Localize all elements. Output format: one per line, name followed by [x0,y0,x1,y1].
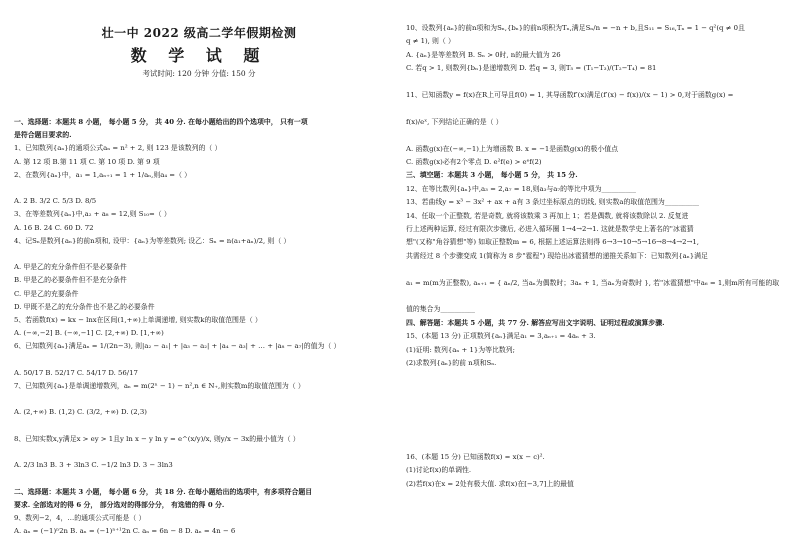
right-line: 14、任取一个正整数, 若是奇数, 就将该数乘 3 再加上 1；若是偶数, 就将该数除以 2. 反复进 [406,211,689,220]
right-line: A. 函数g(x)在(−∞,−1)上为增函数 B. x = −1是函数g(x)的极小值点 [406,144,619,153]
left-line: 5、若函数f(x) = kx − lnx在区间(1,+∞)上单调递增, 则实数k的取值范围是（ ） [14,316,262,324]
left-line: A. 2 B. 3/2 C. 5/3 D. 8/5 [14,197,97,206]
left-line: 3、在等差数列{aₙ}中,a₂ + a₈ = 12,则 S₁₀=（ ） [14,210,171,219]
left-line: 是符合题目要求的. [14,131,72,140]
right-line: 11、已知函数y = f(x)在R上可导且f(0) = 1, 其导函数f′(x)满足(f′(x) − f(x))/(x − 1) > 0,对于函数g(x) = [406,91,734,99]
left-line: 4、记Sₙ是数列{aₙ}的前n项和, 设甲：{aₙ}为等差数列; 设乙：Sₙ = n(a₁+aₙ)/2, 则（ ） [14,236,291,245]
right-line: C. 若q > 1, 则数列{bₙ}是递增数列 D. 若q = 3, 则T₅ = (T₁−T₃)/(T₂−T₄) = 81 [406,64,657,73]
right-line: (1)讨论f(x)的单调性. [406,466,472,475]
left-line: 8、已知实数x,y满足x > ey > 1且y ln x − y ln y = e^(x/y)/x, 则y/x − 3x的最小值为（ ） [14,434,300,443]
right-line: 16、(本题 15 分) 已知函数f(x) = x(x − c)². [406,452,545,461]
left-line: 6、已知数列{aₙ}满足aₙ = 1/(2n−3), 则|a₂ − a₁| + |a₃ − a₂| + |a₄ − a₃| + … + |a₈ − a₇|的值为（ ） [14,342,341,351]
right-line: 共需经过 8 个步骤变成 1(简称为 8 步"雹程") 现给出冰雹猜想的递推关系如下：已知数列{aₙ}满足 [406,251,708,260]
left-line: C. 甲是乙的充要条件 [14,289,79,298]
school-title: 壮一中 2022 级高二学年假期检测 [101,26,297,40]
right-line: A. {aₙ}是等差数列 B. Sₙ > 0时, n的最大值为 26 [406,50,561,59]
left-line: 要求. 全部选对的得 6 分， 部分选对的得部分分， 有选错的得 0 分. [14,500,225,509]
right-line: 想"(又称"角谷猜想"等) 如取正整数m = 6, 根据上述运算法则得 6→3→10→5→16→8→4→2→1, [406,238,699,247]
left-line: 二、选择题：本题共 3 小题， 每小题 6 分， 共 18 分. 在每小题给出的选项中，有多项符合题目 [14,487,313,496]
left-line: A. 甲是乙的充分条件但不是必要条件 [14,263,127,272]
left-line: 2、在数列{aₙ}中，a₁ = 1,aₙ₊₁ = 1 + 1/aₙ,则a₄ =（ ） [14,170,192,179]
right-column [400,0,794,560]
right-line: (2)求数列{aₙ}的前 n项和Sₙ. [406,359,497,367]
right-line: 行上述两种运算, 经过有限次步骤后, 必进入循环圈 1→4→2→1. 这就是数学史上著名的"冰雹猜 [406,225,694,233]
right-line: 三、填空题：本题共 3 小题， 每小题 5 分， 共 15 分. [406,171,578,180]
subject-title: 数 学 试 题 [130,46,268,65]
right-line: 15、(本题 13 分) 正项数列{aₙ}满足a₁ = 3,aₙ₊₁ = 4aₙ + 3. [406,332,596,341]
right-line: f(x)/eˣ, 下列结论正确的是（ ） [406,117,503,126]
exam-info: 考试时间: 120 分钟 分值: 150 分 [142,69,256,78]
left-line: A. aₙ = (−1)ⁿ2n B. aₙ = (−1)ⁿ⁺¹2n C. aₙ = 6n − 8 D. aₙ = 4n − 6 [14,527,236,536]
right-line: 值的集合为__________ [406,305,475,314]
left-line: A. 16 B. 24 C. 60 D. 72 [14,223,94,232]
left-line: D. 甲既不是乙的充分条件也不是乙的必要条件 [14,302,155,311]
right-line: 13、若曲线y = x³ − 3x² + ax + a有 3 条过坐标原点的切线, 则实数a的取值范围为__________ [406,198,700,207]
left-line: A. 50/17 B. 52/17 C. 54/17 D. 56/17 [14,368,138,377]
left-line: A. 2/3 ln3 B. 3 + 3ln3 C. −1/2 ln3 D. 3 − 3ln3 [14,461,173,470]
left-line: 1、已知数列{aₙ}的通项公式aₙ = n² + 2, 则 123 是该数列的（ ） [14,144,222,153]
right-line: (2)若f(x)在x = 2处有极大值. 求f(x)在[−3,7]上的最值 [406,479,574,488]
left-line: 9、数列−2，4，…的通项公式可能是（ ） [14,514,146,522]
right-line: 10、设数列{aₙ}的前n项和为Sₙ,{bₙ}的前n项积为Tₙ,满足Sₙ/n = −n + b,且S₁₁ = S₁₆,Tₙ = 1 − q²(q ≠ 0且 [406,24,745,32]
right-line: a₁ = m(m为正整数), aₙ₊₁ = { aₙ/2, 当aₙ为偶数时；3aₙ + 1, 当aₙ为奇数时 }, 若"冰雹猜想"中a₆ = 1,则m所有可能的取 [406,278,780,287]
left-line: A. 第 12 项 B.第 11 项 C. 第 10 项 D. 第 9 项 [14,157,160,166]
left-line: 7、已知数列{aₙ}是单调递增数列，aₙ = m(2ⁿ − 1) − n²,n ∈ N₊,则实数m的取值范围为（ ） [14,382,305,390]
left-line: 一、选择题：本题共 8 小题， 每小题 5 分， 共 40 分. 在每小题给出的四个选项中， 只有一项 [14,118,308,126]
right-line: (1)证明: 数列{aₙ + 1}为等比数列; [406,345,516,354]
left-line: B. 甲是乙的必要条件但不是充分条件 [14,276,127,285]
right-line: q ≠ 1), 则（ ） [406,37,455,46]
right-line: 四、解答题：本题共 5 小题，共 77 分. 解答应写出文字说明、证明过程或演算步骤. [406,318,665,327]
right-line: 12、在等比数列{aₙ}中,a₃ = 2,a₇ = 18,则a₃与a₇的等比中项为__________ [406,184,636,193]
right-line: C. 函数g(x)必有2个零点 D. e²f(e) > eᵉf(2) [406,158,542,166]
left-line: A. (2,+∞) B. (1,2) C. (3/2, +∞) D. (2,3) [14,408,147,417]
left-line: A. (−∞,−2] B. (−∞,−1] C. [2,+∞) D. [1,+∞) [14,329,164,338]
